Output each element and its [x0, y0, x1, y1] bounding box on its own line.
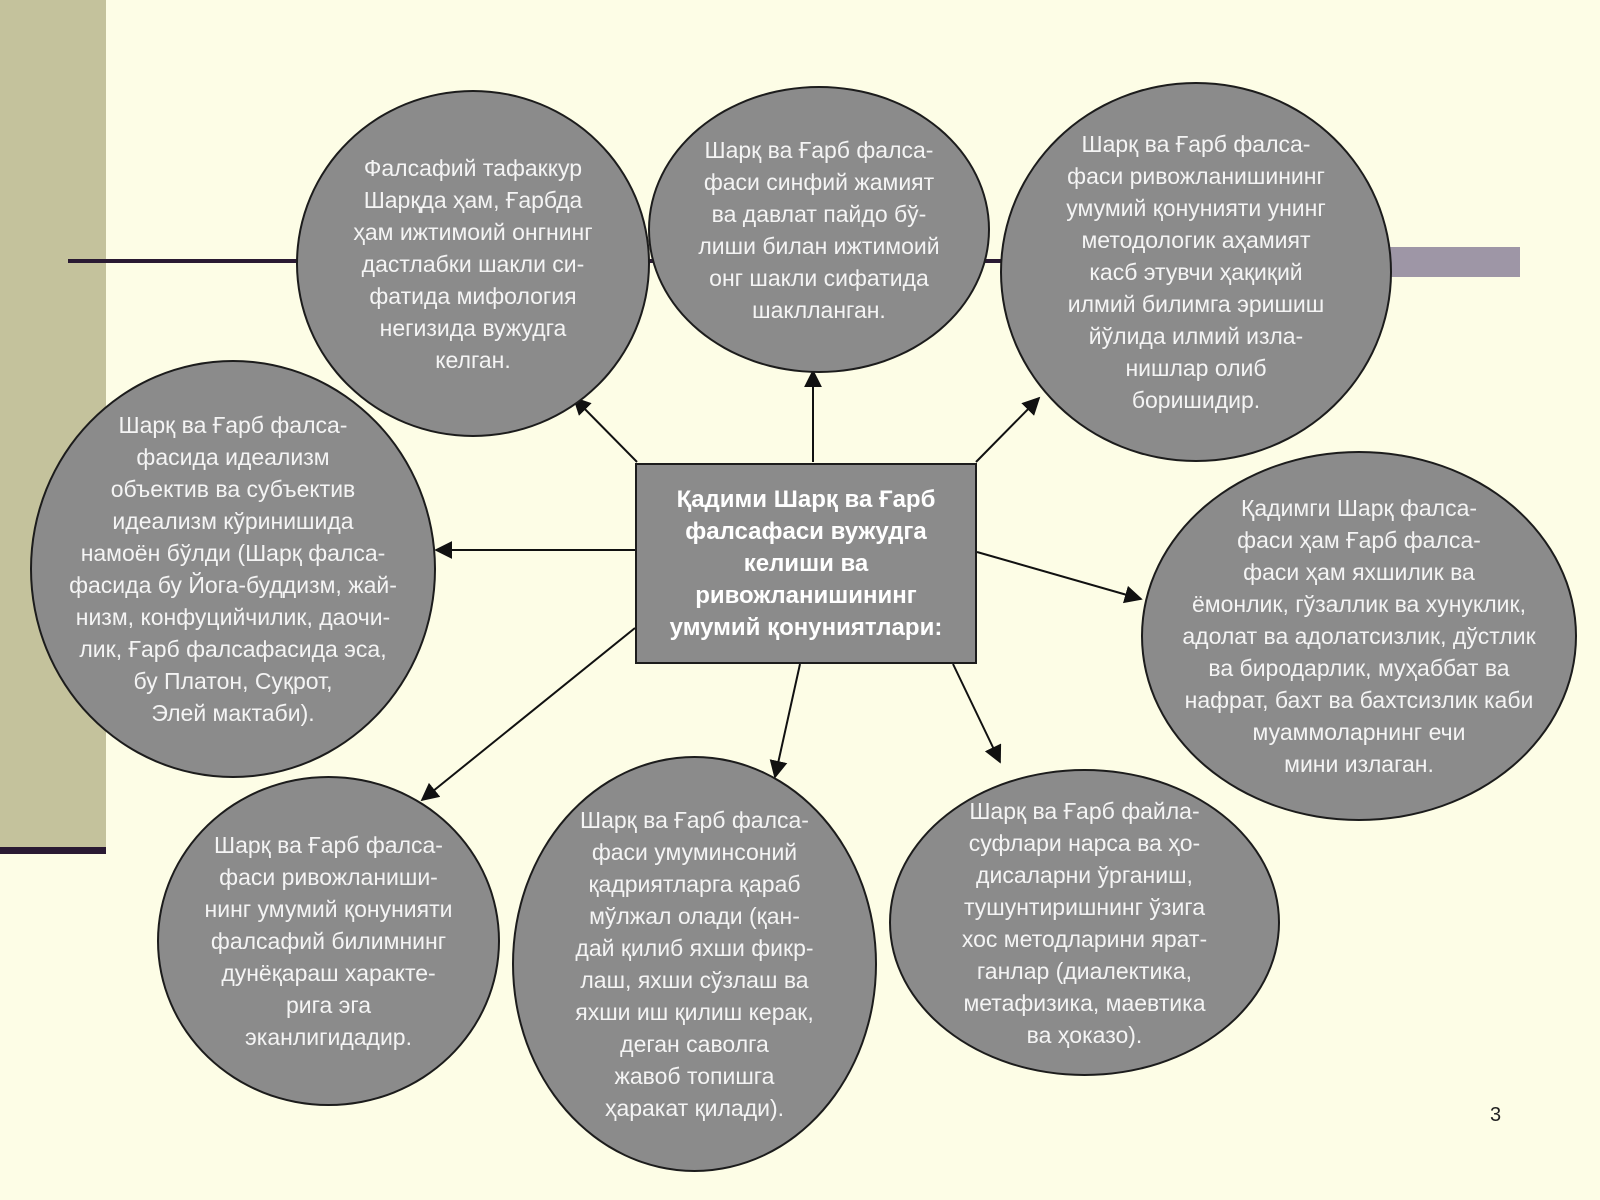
bubble-top-right	[1000, 82, 1392, 462]
bubble-left	[30, 360, 436, 778]
arrow-to-bottom-center	[775, 664, 800, 777]
arrow-to-top-left	[574, 398, 637, 462]
bubble-bottom-right-text: Шарқ ва Ғарб файла- суфлари нарса ва ҳо- дисаларни ўрганиш, тушунтиришнинг ўзига хос методларини ярат- ганлар (диалектика, метафизика, маевтика ва ҳоказо).	[961, 797, 1208, 1048]
bubble-top-right-text: Шарқ ва Ғарб фалса- фаси ривожланишининг умумий қонунияти унинг методологик аҳамият касб этувчи ҳақиқий илмий билимга эришиш йўлида илмий изла- нишлар олиб боришидир.	[1066, 131, 1326, 413]
bubble-right	[1141, 451, 1577, 821]
bubble-bottom-left-text: Шарқ ва Ғарб фалса- фаси ривожланиши- нинг умумий қонунияти фалсафий билимнинг дунёқараш характе- рига эга эканлигидадир.	[204, 832, 453, 1050]
bubble-left-text: Шарқ ва Ғарб фалса- фасида идеализм объектив ва субъектив идеализм кўринишида намоён бўлди (Шарқ фалса- фасида бу Йога-буддизм, жай- низм, конфуцийчилик, даочи- лик, Ғарб фалсафасида эса, бу Платон, Суқрот, Элей мактаби).	[69, 412, 397, 726]
arrow-to-top-right	[976, 398, 1039, 462]
arrow-to-bottom-left	[422, 628, 635, 800]
bubble-bottom-right	[889, 769, 1280, 1076]
arrow-to-bottom-right	[953, 664, 1000, 762]
bubble-bottom-center	[512, 756, 877, 1172]
arrow-to-right	[977, 552, 1141, 599]
page-number: 3	[1490, 1104, 1502, 1126]
bubble-bottom-center-text: Шарқ ва Ғарб фалса- фаси умуминсоний қадриятларга қараб мўлжал олади (қан- дай қилиб яхши фикр- лаш, яхши сўзлаш ва яхши иш қилиш керак, деган саволга жавоб топишга ҳаракат қилади).	[575, 807, 814, 1121]
bubble-top-center	[648, 86, 990, 373]
bubble-right-text: Қадимги Шарқ фалса- фаси ҳам Ғарб фалса- фаси ҳам яхшилик ва ёмонлик, гўзаллик ва хунуклик, адолат ва адолатсизлик, дўстлик ва биродарлик, муҳаббат ва нафрат, бахт ва бахтсизлик каби муаммоларнинг ечи мини излаган.	[1182, 495, 1536, 777]
bubble-bottom-left	[157, 776, 500, 1106]
central-topic-text: Қадими Шарқ ва Ғарб фалсафаси вужудга келиши ва ривожланишининг умумий қонуниятлари:	[669, 485, 943, 641]
bubble-top-left	[296, 90, 650, 437]
bubble-top-center-text: Шарқ ва Ғарб фалса- фаси синфий жамият ва давлат пайдо бў- лиши билан ижтимоий онг шакли сифатида шаклланган.	[698, 136, 940, 323]
bubble-top-left-text: Фалсафий тафаккур Шарқда ҳам, Ғарбда ҳам ижтимоий онгнинг дастлабки шакли си- фатида мифология негизида вужудга келган.	[353, 154, 593, 373]
central-topic-box	[635, 463, 977, 664]
